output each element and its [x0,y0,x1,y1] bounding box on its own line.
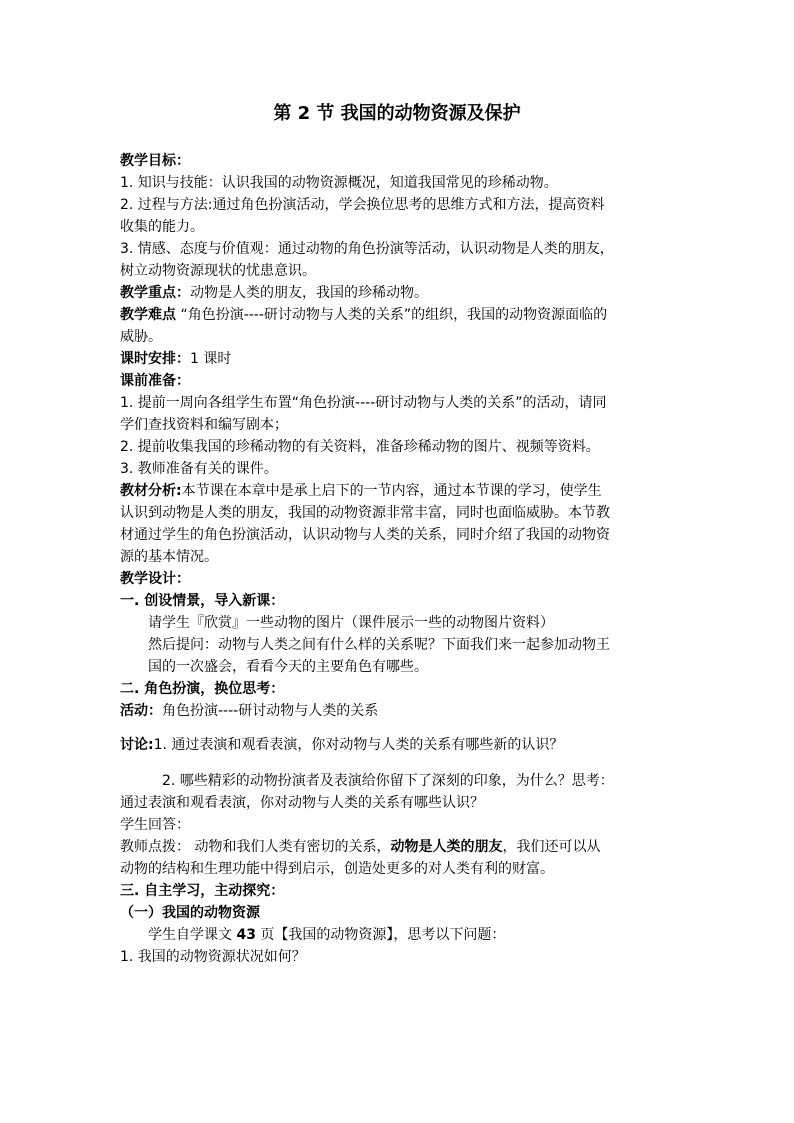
preparation-2: 2. 提前收集我国的珍稀动物的有关资料，准备珍稀动物的图片、视频等资料。 [120,439,600,455]
teacher-guidance-text-2: ，我们还可以从 [502,839,601,855]
activity [120,700,680,722]
key-point-label: 教学重点： [120,285,190,301]
self-study-text-1: 学生自学课文 [148,927,237,943]
teacher-guidance-emphasis: 动物是人类的朋友 [390,839,503,855]
analysis-line-2: 认识到动物是人类的朋友，我国的动物资源非常丰富，同时也面临威胁。本节教 [120,505,610,521]
page-title: 第 2 节 我国的动物资源及保护 [273,103,521,124]
section-3-heading: 三. 自主学习，主动探究： [120,883,285,899]
objective-3: 3. 情感、态度与价值观：通过动物的角色扮演等活动，认识动物是人类的朋友， [120,241,614,257]
analysis-label: 教材分析: [120,483,182,499]
activity-label: 活动： [120,703,162,719]
section-1-paragraph-2-cont: 国的一次盛会，看看今天的主要角色有哪些。 [148,659,428,675]
preparation-3: 3. 教师准备有关的课件。 [120,461,278,477]
difficulty-label: 教学难点 [120,307,176,323]
self-study-page: 43 [236,927,256,943]
objective-3-cont: 树立动物资源现状的忧患意识。 [120,263,316,279]
design-heading: 教学设计： [120,571,190,587]
teacher-guidance-cont: 动物的结构和生理功能中得到启示，创造处更多的对人类有利的财富。 [120,861,554,877]
preparation-1: 1. 提前一周向各组学生布置“角色扮演----研讨动物与人类的关系”的活动，请同 [120,395,607,411]
section-1-paragraph-1: 请学生『欣赏』一些动物的图片（课件展示一些的动物图片资料） [148,615,554,631]
document-body [120,150,680,968]
class-hours-text: 1 课时 [190,351,232,367]
key-point [120,282,680,304]
analysis-line-4: 源的基本情况。 [120,549,218,565]
discussion-label: 讨论: [120,737,154,753]
student-answer: 学生回答： [120,817,190,833]
section-2-heading: 二. 角色扮演，换位思考： [120,681,285,697]
preparation-heading: 课前准备： [120,373,190,389]
objectives-heading: 教学目标： [120,153,190,169]
preparation-1-cont: 学们查找资料和编写剧本； [120,417,288,433]
subsection-1-heading: （一）我国的动物资源 [120,905,260,921]
analysis [120,480,680,502]
question-1: 1. 我国的动物资源状况如何？ [120,949,306,965]
analysis-line-3: 材通过学生的角色扮演活动，认识动物与人类的关系，同时介绍了我国的动物资 [120,527,610,543]
objective-2: 2. 过程与方法:通过角色扮演活动，学会换位思考的思维方式和方法，提高资料 [120,197,605,213]
objective-2-cont: 收集的能力。 [120,219,204,235]
self-study-text-2: 页【我国的动物资源】，思考以下问题： [255,927,506,943]
discussion-question-2-cont: 通过表演和观看表演，你对动物与人类的关系有哪些认识？ [120,795,484,811]
discussion-question-1: 1. 通过表演和观看表演，你对动物与人类的关系有哪些新的认识？ [153,737,564,753]
discussion [120,734,680,756]
discussion-question-2: 2. 哪些精彩的动物扮演者及表演给你留下了深刻的印象，为什么？思考： [162,773,614,789]
teacher-guidance-text-1: 动物和我们人类有密切的关系， [190,839,391,855]
section-1-heading: 一. 创设情景，导入新课： [120,593,285,609]
section-1-paragraph-2: 然后提问：动物与人类之间有什么样的关系呢？下面我们来一起参加动物王 [148,637,610,653]
class-hours-label: 课时安排： [120,351,190,367]
activity-text: 角色扮演----研讨动物与人类的关系 [162,703,379,719]
teacher-guidance-label: 教师点拨： [120,839,190,855]
class-hours [120,348,680,370]
self-study [120,924,680,946]
key-point-text: 动物是人类的朋友，我国的珍稀动物。 [190,285,428,301]
teacher-guidance [120,836,680,858]
difficulty-text: “角色扮演----研讨动物与人类的关系”的组织，我国的动物资源面临的 [176,307,608,323]
difficulty [120,304,680,326]
objective-1: 1. 知识与技能：认识我国的动物资源概况，知道我国常见的珍稀动物。 [120,175,558,191]
difficulty-cont: 威胁。 [120,329,162,345]
analysis-text: 本节课在本章中是承上启下的一节内容，通过本节课的学习，使学生 [181,483,602,499]
